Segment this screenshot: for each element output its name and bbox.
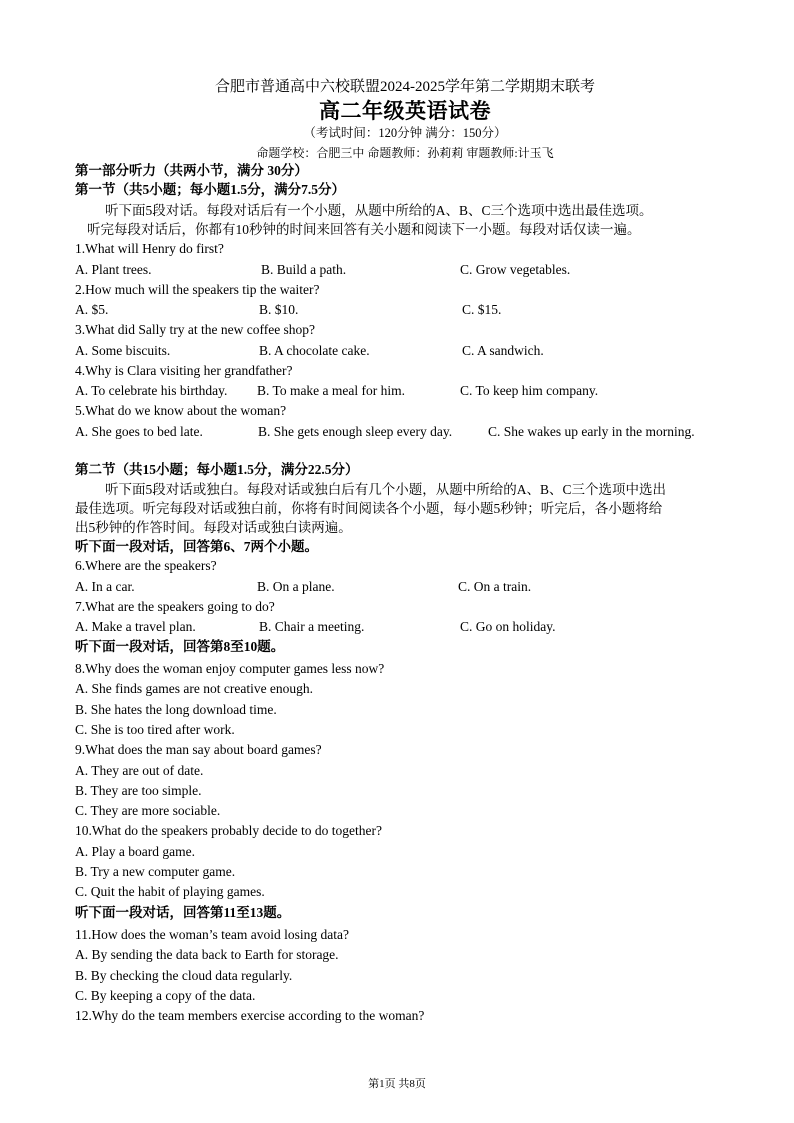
option-5c: C. She wakes up early in the morning. [488,424,695,439]
option-11c: C. By keeping a copy of the data. [75,988,256,1003]
question-11: 11.How does the woman’s team avoid losing data? [75,927,349,942]
question-12: 12.Why do the team members exercise according to the woman? [75,1008,425,1023]
option-7c: C. Go on holiday. [460,619,556,634]
option-4c: C. To keep him company. [460,383,599,398]
option-1a: A. Plant trees. [75,262,152,277]
option-7a: A. Make a travel plan. [75,619,196,634]
option-2b: B. $10. [259,302,299,317]
option-11b: B. By checking the cloud data regularly. [75,968,293,983]
question-9: 9.What does the man say about board games? [75,742,322,757]
part1-heading: 第一部分听力（共两小节，满分 30分） [75,163,308,178]
option-7b: B. Chair a meeting. [259,619,365,634]
question-3: 3.What did Sally try at the new coffee shop? [75,322,316,337]
page-footer: 第1页 共8页 [368,1078,426,1090]
option-4a: A. To celebrate his birthday. [75,383,228,398]
section1-heading: 第一节（共5小题；每小题1.5分，满分7.5分） [75,182,345,197]
question-10: 10.What do the speakers probably decide to do together? [75,823,383,838]
option-10b: B. Try a new computer game. [75,864,236,879]
option-9c: C. They are more sociable. [75,803,221,818]
option-6c: C. On a train. [458,579,532,594]
option-3b: B. A chocolate cake. [259,343,370,358]
option-1b: B. Build a path. [261,262,347,277]
option-5b: B. She gets enough sleep every day. [258,424,453,439]
question-5: 5.What do we know about the woman? [75,403,287,418]
option-3c: C. A sandwich. [462,343,544,358]
section2-instruction-line2: 最佳选项。听完每段对话或独白前，你将有时间阅读各个小题，每小题5秒钟；听完后，各小题将给 [75,501,663,516]
option-5a: A. She goes to bed late. [75,424,203,439]
option-8b: B. She hates the long download time. [75,702,277,717]
option-2c: C. $15. [462,302,502,317]
group2-heading: 听下面一段对话，回答第8至10题。 [75,639,285,654]
group3-heading: 听下面一段对话，回答第11至13题。 [75,905,291,920]
option-6a: A. In a car. [75,579,135,594]
option-10c: C. Quit the habit of playing games. [75,884,265,899]
option-9a: A. They are out of date. [75,763,204,778]
question-6: 6.Where are the speakers? [75,558,217,573]
option-11a: A. By sending the data back to Earth for storage. [75,947,339,962]
exam-subtitle: 合肥市普通高中六校联盟2024-2025学年第二学期期末联考 [215,79,595,95]
group1-heading: 听下面一段对话，回答第6、7两个小题。 [75,539,318,554]
option-10a: A. Play a board game. [75,844,195,859]
option-1c: C. Grow vegetables. [460,262,571,277]
section2-instruction-line3: 出5秒钟的作答时间。每段对话或独白读两遍。 [75,520,352,535]
section2-heading: 第二节（共15小题；每小题1.5分，满分22.5分） [75,462,359,477]
section1-instruction-1: 听下面5段对话。每段对话后有一个小题，从题中所给的A、B、C三个选项中选出最佳选项。 [105,203,653,218]
question-1: 1.What will Henry do first? [75,241,224,256]
question-7: 7.What are the speakers going to do? [75,599,275,614]
section1-instruction-2: 听完每段对话后，你都有10秒钟的时间来回答有关小题和阅读下一小题。每段对话仅读一遍。 [87,222,641,237]
question-4: 4.Why is Clara visiting her grandfather? [75,363,293,378]
option-8a: A. She finds games are not creative enough. [75,681,314,696]
option-8c: C. She is too tired after work. [75,722,235,737]
option-4b: B. To make a meal for him. [257,383,406,398]
option-2a: A. $5. [75,302,109,317]
question-2: 2.How much will the speakers tip the waiter? [75,282,320,297]
option-9b: B. They are too simple. [75,783,202,798]
section2-instruction-line1: 听下面5段对话或独白。每段对话或独白后有几个小题，从题中所给的A、B、C三个选项中选出 [105,482,667,497]
exam-info: （考试时间：120分钟 满分：150分） [303,126,507,140]
option-6b: B. On a plane. [257,579,335,594]
option-3a: A. Some biscuits. [75,343,171,358]
question-8: 8.Why does the woman enjoy computer games less now? [75,661,385,676]
exam-title: 高二年级英语试卷 [319,99,491,123]
exam-authors: 命题学校：合肥三中 命题教师：孙莉莉 审题教师:计玉飞 [256,146,554,160]
